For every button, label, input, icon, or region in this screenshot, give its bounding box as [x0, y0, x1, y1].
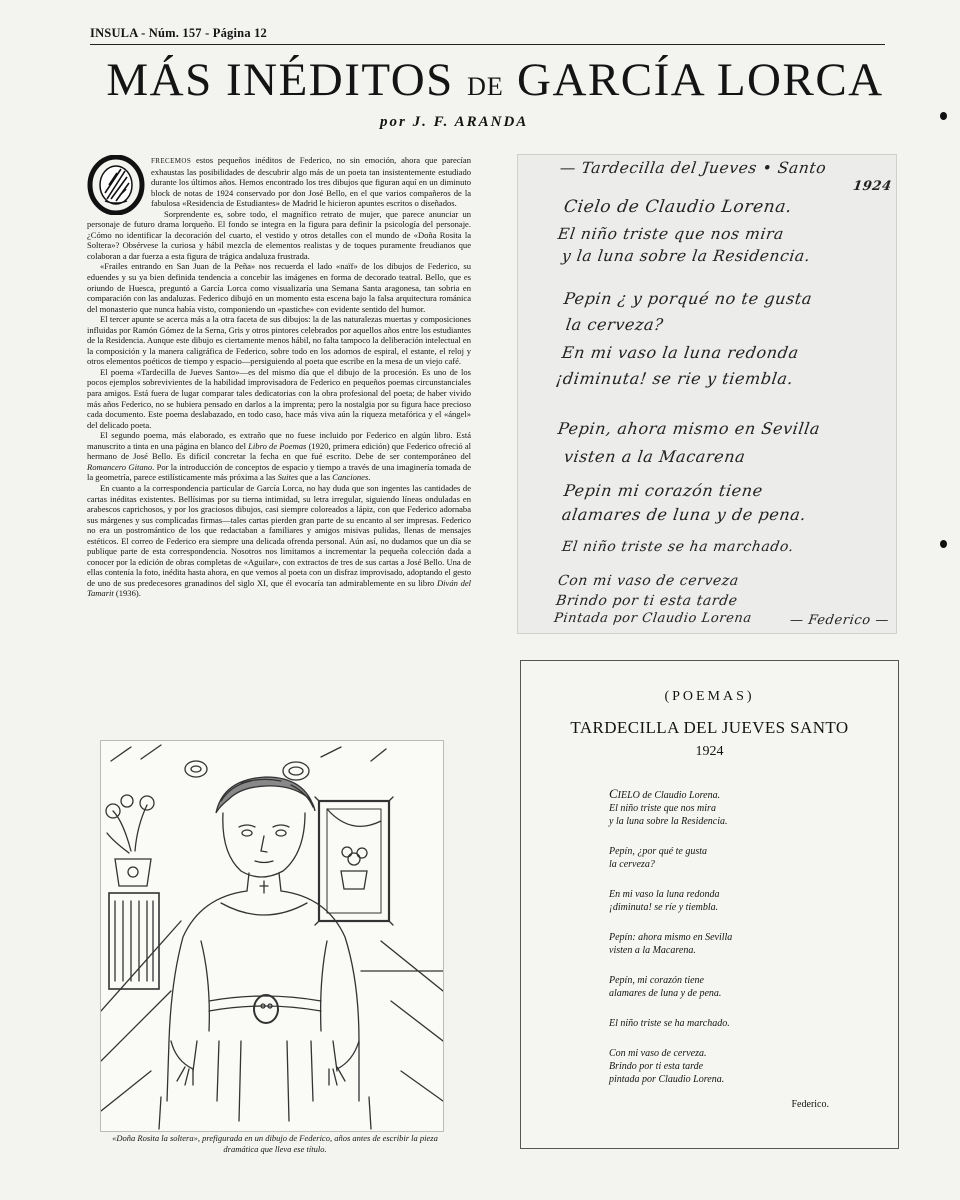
page-header: INSULA - Núm. 157 - Página 12 — [90, 26, 267, 40]
poem-line: Brindo por ti esta tarde — [609, 1061, 704, 1072]
book-title: Canciones — [332, 472, 369, 483]
handwritten-manuscript — [517, 154, 897, 634]
article-paragraph — [87, 483, 471, 599]
poem-line: pintada por Claudio Lorena. — [609, 1074, 725, 1085]
manuscript-line: visten a la Macarena — [562, 447, 747, 466]
decorative-initial-o-icon — [87, 155, 145, 215]
manuscript-line: Con mi vaso de cerveza — [556, 573, 740, 589]
article-paragraph: «Frailes entrando en San Juan de la Peña» nos recuerda el lado «naïf» de los dibujos de Federico, su eduendes y su ya bien definida tendencia a concebir las imágenes en forma de decorado teatral. Bello, que es oriundo de Huesca, preguntó a García Lorca como visualizaría una Semana Santa aragonesa, tan sobria en comparación con las andaluzas. Federico dibujó en un momento esta escena bajo la falsa arquitectura románica del monasterio que nunca había visto, componiendo un «pastiche» con evidente sentido del humor. — [87, 261, 471, 314]
poem-line: visten a la Macarena. — [609, 945, 696, 956]
poem-line: alamares de luna y de pena. — [609, 988, 722, 999]
manuscript-line: Pepin ¿ y porqué no te gusta — [562, 289, 814, 308]
manuscript-line: El niño triste se ha marchado. — [560, 539, 795, 555]
manuscript-line: la cerveza? — [564, 315, 665, 334]
manuscript-line: Pintada por Claudio Lorena — [552, 611, 753, 626]
portrait-drawing — [100, 740, 444, 1132]
manuscript-line: Pepin, ahora mismo en Sevilla — [556, 419, 822, 438]
poem-stanza — [609, 931, 869, 957]
article-paragraph: El tercer apunte se acerca más a la otra faceta de sus dibujos: la de las naturalezas muertas y composiciones influidas por Ramón Gómez de la Serna, Gris y otros pintores celebrados por aquellos años entre los estudiantes de la Residencia. Aunque este dibujo es ciertamente menos hábil, no falta tampoco la deliberación intelectual en la composición y la manera caligráfica de Federico, sobre todo en los adornos de espiral, el estante, el reloj y otros elementos poéticos de tiempo y espacio—persiguiendo al poeta que escribe en la mesa de un viejo café. — [87, 314, 471, 367]
manuscript-line: alamares de luna y de pena. — [560, 505, 808, 524]
poem-stanza — [609, 888, 869, 914]
manuscript-line: En mi vaso la luna redonda — [560, 343, 801, 362]
poem-initial: C — [609, 786, 618, 801]
manuscript-line: — Tardecilla del Jueves • Santo — [558, 159, 828, 177]
poem-body — [609, 787, 869, 1111]
poem-line: Con mi vaso de cerveza. — [609, 1048, 707, 1059]
poem-line: la cerveza? — [609, 859, 655, 870]
header-rule — [90, 44, 885, 45]
poem-stanza — [609, 1047, 869, 1086]
title-part-3: GARCÍA LORCA — [517, 54, 884, 106]
book-title: Diván del Tamarit — [87, 577, 472, 599]
poem-line: En mi vaso la luna redonda — [609, 889, 720, 900]
book-title: Romancero Gitano — [87, 461, 153, 472]
title-part-1: MÁS INÉDITOS — [106, 54, 454, 106]
manuscript-line: y la luna sobre la Residencia. — [560, 247, 812, 265]
article-body — [87, 155, 471, 599]
poem-stanza — [609, 1017, 869, 1030]
poem-line: Pepín, ¿por qué te gusta — [609, 846, 708, 857]
article-paragraph: El poema «Tardecilla de Jueves Santo»—es del mismo día que el dibujo de la procesión. Es uno de los pocos ejemplos sobrevivientes de la habilidad improvisadora de Federico en pequeños poemas circunstanciales para amigos. Está fuera de lugar comparar tales dedicatorias con la obra profesional del poeta; de haber vivido más años Federico, no se hubiera pensado en darlos a la imprenta; pero la nostalgia por su figura hace precioso cada documento. Este poema deslabazado, en todo caso, hace más viva aún la riqueza metafórica y el «ángel» del delicado poeta. — [87, 366, 471, 430]
poem-title: TARDECILLA DEL JUEVES SANTO — [570, 718, 849, 737]
poem-year: 1924 — [695, 744, 724, 759]
poem-stanza — [609, 845, 869, 871]
article-paragraph — [87, 430, 471, 483]
drawing-caption: «Doña Rosita la soltera», prefigurada en un dibujo de Federico, años antes de escribir la pieza dramática que lleva ese título. — [112, 1133, 438, 1154]
manuscript-signature: — Federico — — [788, 613, 891, 628]
paragraph-lead: FRECEMOS — [151, 157, 192, 165]
paragraph-text: El segundo poema, más elaborado, es extraño que no fuese incluido por Federico en algún libro. Está manuscrito a tinta en una página en blanco del — [87, 430, 471, 451]
article-paragraph: Sorprendente es, sobre todo, el magnífico retrato de mujer, que parece anunciar un personaje de futuro drama lorqueño. El fondo se integra en la figura para definir la psicología del personaje. ¿Cómo no identificar la decoración del cuarto, el vestido y otros detalles con el mundo de «Doña Rosita la Soltera»? Obsérvese la curiosa y hábil mezcla de elementos realistas y de toques puramente freudianos que colaboran a dar fuerza a esta figura de trágica andaluza frustrada. — [87, 208, 471, 261]
poem-line: Pepín, mi corazón tiene — [609, 975, 704, 986]
poem-line: Pepín: ahora mismo en Sevilla — [609, 932, 733, 943]
woman-portrait-illustration-icon — [101, 741, 443, 1131]
paragraph-text: En cuanto a la correspondencia particular de García Lorca, no hay duda que son ingentes las cantidades de cartas inéditas existentes. Bellísimas por su tierna intimidad, su letra irregular, siguiendo líneas onduladas en arabescos caprichosos, y por los graciosos dibujos, casi siempre coloreados a lápiz, con que Federico adornaba sus márgenes y sus complicadas firmas—tales cartas pierden gran parte de su encanto al ser impresas. Federico no era un postromántico de los que redactaban a familiares y amigos misivas pulidas, llenas de mensajes estéticos. El correo de Federico era siempre una delicada ofrenda personal. Aún así, no dudamos que un día se publique parte de esta correspondencia. Nosotros nos limitamos a incrementar la pequeña colección dada a conocer por la edición de obras completas de «Aguilar», con extractos de tres de sus cartas a José Bello. Una de ellas contenía la foto, inédita hasta ahora, en que vemos al poeta con un disfraz improvisado, adoptando el gesto de uno de sus predecesores granadinos del siglo XI, que él evocaría tan admirablemente en su libro — [87, 482, 471, 588]
paragraph-text: . Por la introducción de conceptos de espacio y tiempo a través de una imaginería tomada de la geometría, parece estilísticamente más próxima a las — [87, 461, 472, 483]
poem-box — [520, 660, 899, 1149]
manuscript-line: 1924 — [851, 179, 893, 194]
manuscript-line: El niño triste que nos mira — [556, 225, 786, 243]
poem-section-label: (POEMAS) — [664, 689, 755, 704]
poem-stanza — [609, 787, 869, 828]
poem-signature: Federico. — [791, 1099, 829, 1110]
manuscript-line: Pepin mi corazón tiene — [562, 481, 765, 500]
book-title: Libro de Poemas — [248, 440, 307, 451]
margin-dot — [940, 540, 947, 548]
poem-stanza — [609, 974, 869, 1000]
paragraph-text: estos pequeños inéditos de Federico, no sin emoción, ahora que parecían exhaustas las posibilidades de descubrir algo más de un poeta tan insistentemente estudiado durante los últimos años. Hemos encontrado los tres dibujos que figuran aquí en un diminuto block de notas de 1924 conservado por don José Bello, en el que varios compañeros de la fabulosa «Residencia de Estudiantes» de Madrid le hicieron apuntes escritos o diseñados. — [151, 155, 471, 209]
paragraph-text: que a las — [298, 472, 333, 483]
paragraph-text: . — [368, 472, 371, 483]
article-title — [80, 50, 910, 117]
poem-line: El niño triste se ha marchado. — [609, 1018, 730, 1029]
manuscript-line: ¡diminuta! se rie y tiembla. — [554, 369, 795, 388]
byline: por J. F. ARANDA — [380, 114, 529, 130]
poem-line-text: IELO de Claudio Lorena. — [617, 790, 721, 801]
title-part-2: DE — [467, 72, 504, 101]
manuscript-line: Brindo por ti esta tarde — [554, 593, 739, 609]
poem-line: El niño triste que nos mira — [609, 803, 716, 814]
book-title: Suites — [277, 472, 298, 483]
poem-line: ¡diminuta! se ríe y tiembla. — [609, 902, 719, 913]
paragraph-text: (1920, primera edición) que Federico ofreció al hermano de José Bello. Es difícil concretar la fecha en que fué escrito. Debe de ser contemporáneo del — [87, 440, 471, 462]
manuscript-line: Cielo de Claudio Lorena. — [562, 197, 794, 217]
margin-dot — [940, 112, 947, 120]
poem-line: y la luna sobre la Residencia. — [609, 816, 728, 827]
paragraph-text: (1936). — [113, 588, 141, 599]
poem-line — [609, 787, 869, 802]
